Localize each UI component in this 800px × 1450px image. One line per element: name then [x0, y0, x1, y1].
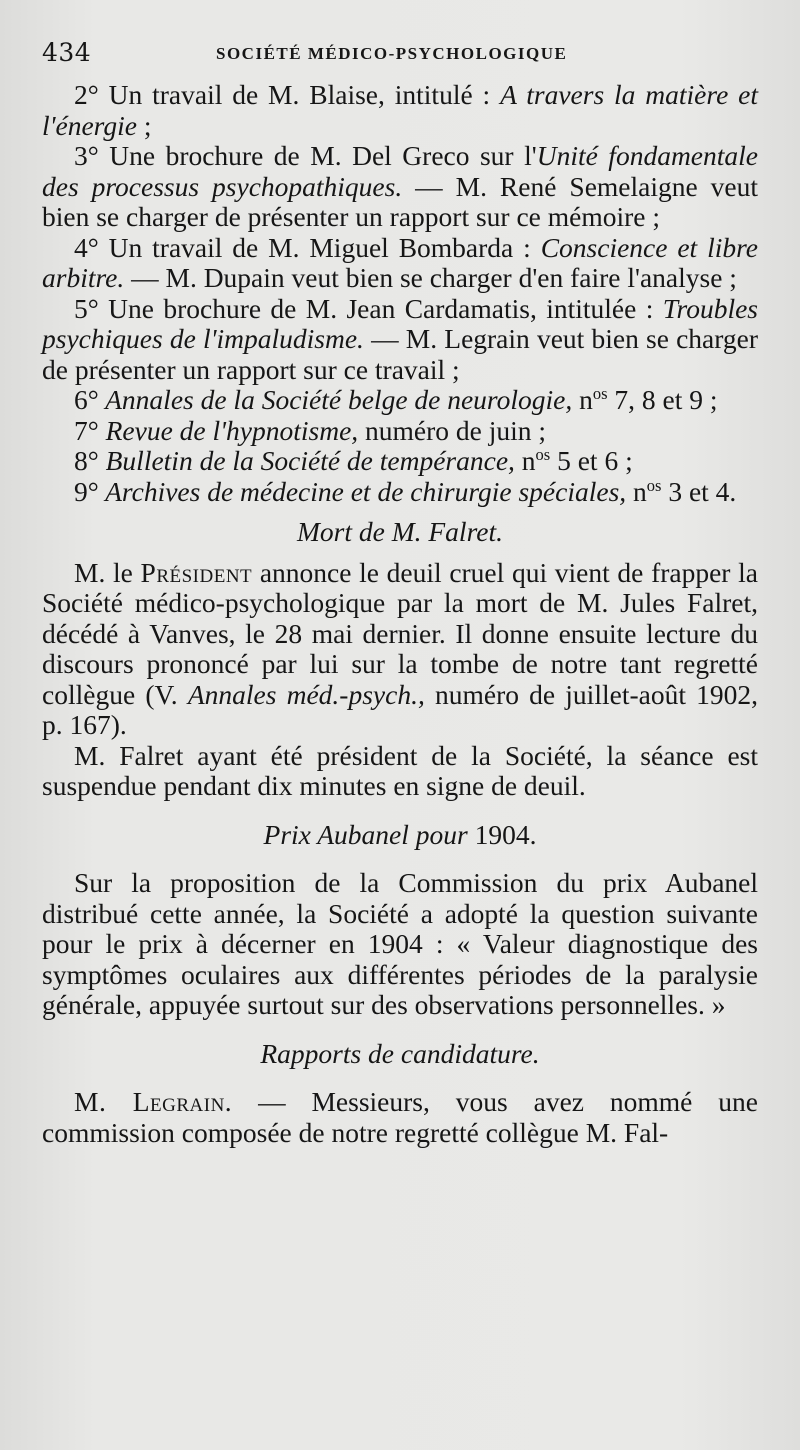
paragraph-mort-1: M. le Président annonce le deuil cruel qui vient de frapper la Société médico-psychologique par la mort de M. Jules Falret, décédé à Vanves, le 28 mai dernier. Il donne ensuite lecture du discours prononcé par lui sur la tombe de notre tant regretté collègue (V. Annales méd.-psych., numéro de juillet-août 1902, p. 167). — [42, 556, 759, 740]
list-item-5: 5° Une brochure de M. Jean Cardamatis, intitulée : Troubles psychiques de l'impaludisme. — M. Legrain veut bien se charger de présenter un rapport sur ce travail ; — [42, 292, 759, 385]
paragraph-mort-2: M. Falret ayant été président de la Société, la séance est suspendue pendant dix minutes en signe de deuil. — [42, 739, 758, 801]
journal-title: Annales de la Société belge de neurologie, — [98, 384, 573, 415]
journal-title: Bulletin de la Société de tempérance, — [98, 445, 515, 476]
running-head: SOCIÉTÉ MÉDICO-PSYCHOLOGIQUE — [216, 44, 568, 63]
list-item-9: 9° Archives de médecine et de chirurgie spéciales, $n^{os}$ 3 et 4. — [74, 475, 737, 507]
section-heading-prix: Prix Aubanel pour 1904. — [263, 818, 537, 850]
section-heading-rapports: Rapports de candidature. — [260, 1037, 540, 1069]
journal-title: Archives de médecine et de chirurgie spéciales, — [98, 475, 627, 507]
work-title: Troubles psychiques de l'impaludisme. — [42, 292, 758, 354]
list-item-8: 8° Bulletin de la Société de tempérance, $n^{os}$ 5 et 6 ; — [74, 444, 633, 476]
work-title: Unité fondamentale des processus psychopathiques. — [42, 140, 758, 202]
list-item-2: 2° Un travail de M. Blaise, intitulé : A travers la matière et l'énergie ; — [42, 79, 758, 141]
page-header — [42, 38, 758, 78]
page-body — [42, 80, 758, 1148]
journal-title: Revue de l'hypnotisme, — [98, 414, 359, 446]
paragraph-rapports: M. Legrain. — Messieurs, vous avez nommé une commission composée de notre regretté collègue M. Fal- — [42, 1086, 758, 1148]
paragraph-prix: Sur la proposition de la Commission du prix Aubanel distribué cette année, la Société a adopté la question suivante pour le prix à décerner en 1904 : « Valeur diagnostique des symptômes oculaires aux différentes périodes de la paralysie générale, appuyée surtout sur des observations personnelles. » — [42, 867, 758, 1020]
list-item-6: 6° Annales de la Société belge de neurologie, $n^{os}$ 7, 8 et 9 ; — [74, 383, 718, 415]
list-item-4: 4° Un travail de M. Miguel Bombarda : Conscience et libre arbitre. — M. Dupain veut bien se charger d'en faire l'analyse ; — [42, 231, 759, 293]
list-item-7: 7° Revue de l'hypnotisme, numéro de juin ; — [74, 414, 547, 446]
work-title: Conscience et libre arbitre. — [42, 231, 759, 293]
speaker-name: M. Legrain. — [74, 1086, 233, 1117]
work-title: A travers la matière et l'énergie — [42, 79, 758, 141]
page-number: 434 — [42, 38, 92, 67]
list-item-3: 3° Une brochure de M. Del Greco sur l'Unité fondamentale des processus psychopathiques. — M. René Semelaigne veut bien se charger de présenter un rapport sur ce mémoire ; — [42, 140, 758, 232]
section-heading-mort: Mort de M. Falret. — [297, 516, 503, 547]
